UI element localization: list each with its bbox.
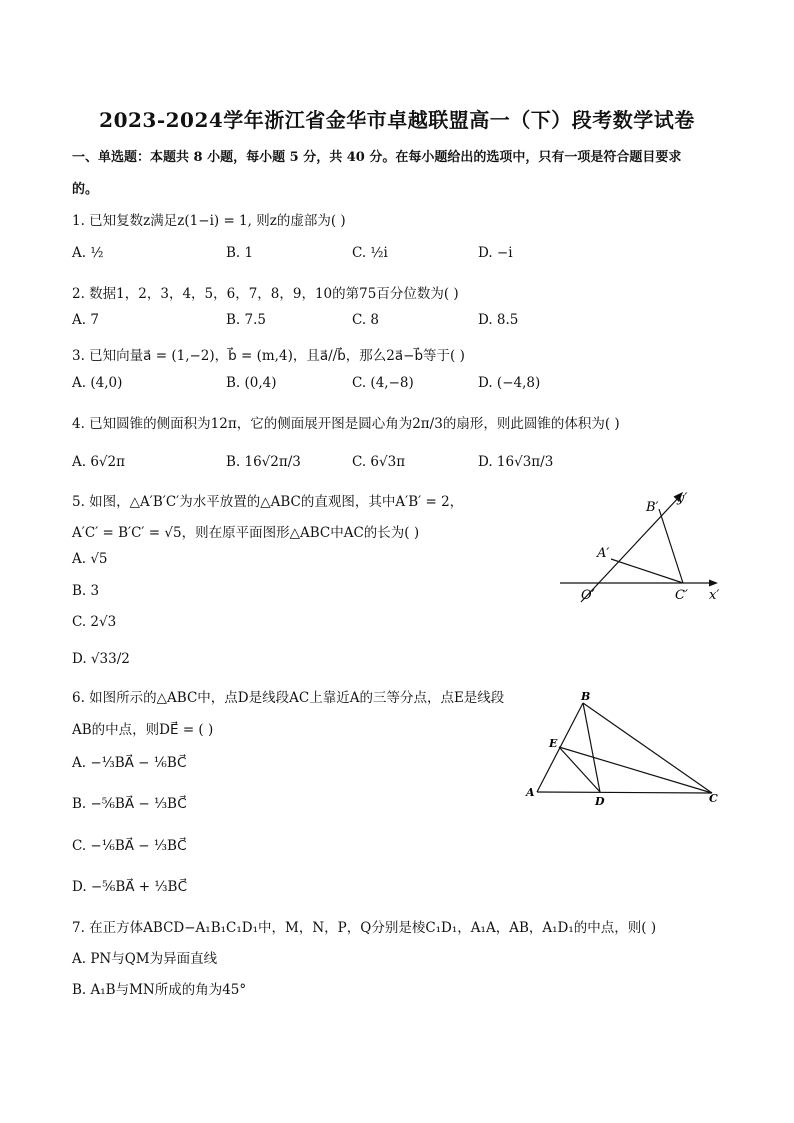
question-6-option-d: D. −⅚BA⃗ + ⅓BC⃗ [72,879,188,895]
question-5-option-a: A. √5 [72,551,108,567]
question-5-option-d: D. √33/2 [72,651,130,667]
question-6-option-a: A. −⅓BA⃗ − ⅙BC⃗ [72,755,187,771]
label-c-prime: C′ [675,588,688,603]
question-6-stem-line2: AB的中点，则DE⃗ = ( ) [72,722,214,738]
question-3-option-d: D. (−4,8) [478,375,541,391]
question-7-option-b: B. A₁B与MN所成的角为45° [72,982,247,998]
question-2-stem: 2. 数据1，2，3，4，5，6，7，8，9，10的第75百分位数为( ) [72,286,459,302]
question-3-option-a: A. (4,0) [72,375,123,391]
question-6-stem-line1: 6. 如图所示的△ABC中，点D是线段AC上靠近A的三等分点，点E是线段 [72,690,505,706]
segment-b-c [659,509,683,583]
label-b-prime: B′ [646,500,659,515]
segment-b-c [583,703,712,793]
label-b: B [581,690,591,703]
label-c: C [709,792,718,805]
segment-e-c [559,747,712,793]
question-4-option-b: B. 16√2π/3 [226,454,301,470]
question-2-option-d: D. 8.5 [478,312,519,328]
label-d: D [595,795,605,808]
question-1-option-a: A. ½ [72,245,104,261]
label-x-prime: x′ [709,588,720,603]
question-4-option-d: D. 16√3π/3 [478,454,554,470]
question-5-stem-line1: 5. 如图，△A′B′C′为水平放置的△ABC的直观图，其中A′B′ = 2， [72,494,464,510]
label-y-prime: y′ [677,491,688,506]
label-a: A [526,786,535,799]
question-7-stem: 7. 在正方体ABCD−A₁B₁C₁D₁中，M，N，P，Q分别是棱C₁D₁，A₁A，AB，A₁D₁的中点，则( ) [72,920,657,936]
question-3-stem: 3. 已知向量a⃗ = (1,−2)，b⃗ = (m,4)，且a⃗//b⃗，那么2a⃗−b⃗等于( ) [72,348,465,364]
page-title: 2023-2024学年浙江省金华市卓越联盟高一（下）段考数学试卷 [99,108,695,132]
question-2-option-c: C. 8 [352,312,380,328]
segment-a-c [537,792,712,793]
question-4-stem: 4. 已知圆锥的侧面积为12π，它的侧面展开图是圆心角为2π/3的扇形，则此圆锥的体积为( ) [72,416,620,432]
x-axis-arrow-icon [709,580,718,587]
question-5-stem-line2: A′C′ = B′C′ = √5，则在原平面图形△ABC中AC的长为( ) [72,525,420,541]
question-1-option-d: D. −i [478,245,513,261]
question-1-option-c: C. ½i [352,245,388,261]
question-5-option-b: B. 3 [72,583,100,599]
question-6-option-b: B. −⅚BA⃗ − ⅓BC⃗ [72,796,187,812]
question-6-option-c: C. −⅙BA⃗ − ⅓BC⃗ [72,838,187,854]
section-heading-line1: 一、单选题：本题共 8 小题，每小题 5 分，共 40 分。在每小题给出的选项中，只有一项是符合题目要求 [72,150,682,165]
question-6-figure [520,684,730,810]
y-axis-line [581,496,680,602]
question-4-option-a: A. 6√2π [72,454,125,470]
question-5-option-c: C. 2√3 [72,614,117,630]
label-a-prime: A′ [597,546,610,561]
segment-a-c [611,559,683,583]
question-2-option-a: A. 7 [72,312,99,328]
question-7-option-a: A. PN与QM为异面直线 [72,951,218,967]
section-heading-line2: 的。 [72,182,99,197]
question-3-option-b: B. (0,4) [226,375,277,391]
question-1-option-b: B. 1 [226,245,254,261]
segment-b-d [583,703,600,792]
question-5-figure [555,484,735,606]
question-3-option-c: C. (4,−8) [352,375,414,391]
question-4-option-c: C. 6√3π [352,454,406,470]
question-2-option-b: B. 7.5 [226,312,266,328]
label-o-prime: O′ [581,588,595,603]
label-e: E [549,737,558,750]
question-1-stem: 1. 已知复数z满足z(1−i) = 1, 则z的虚部为( ) [72,213,346,229]
